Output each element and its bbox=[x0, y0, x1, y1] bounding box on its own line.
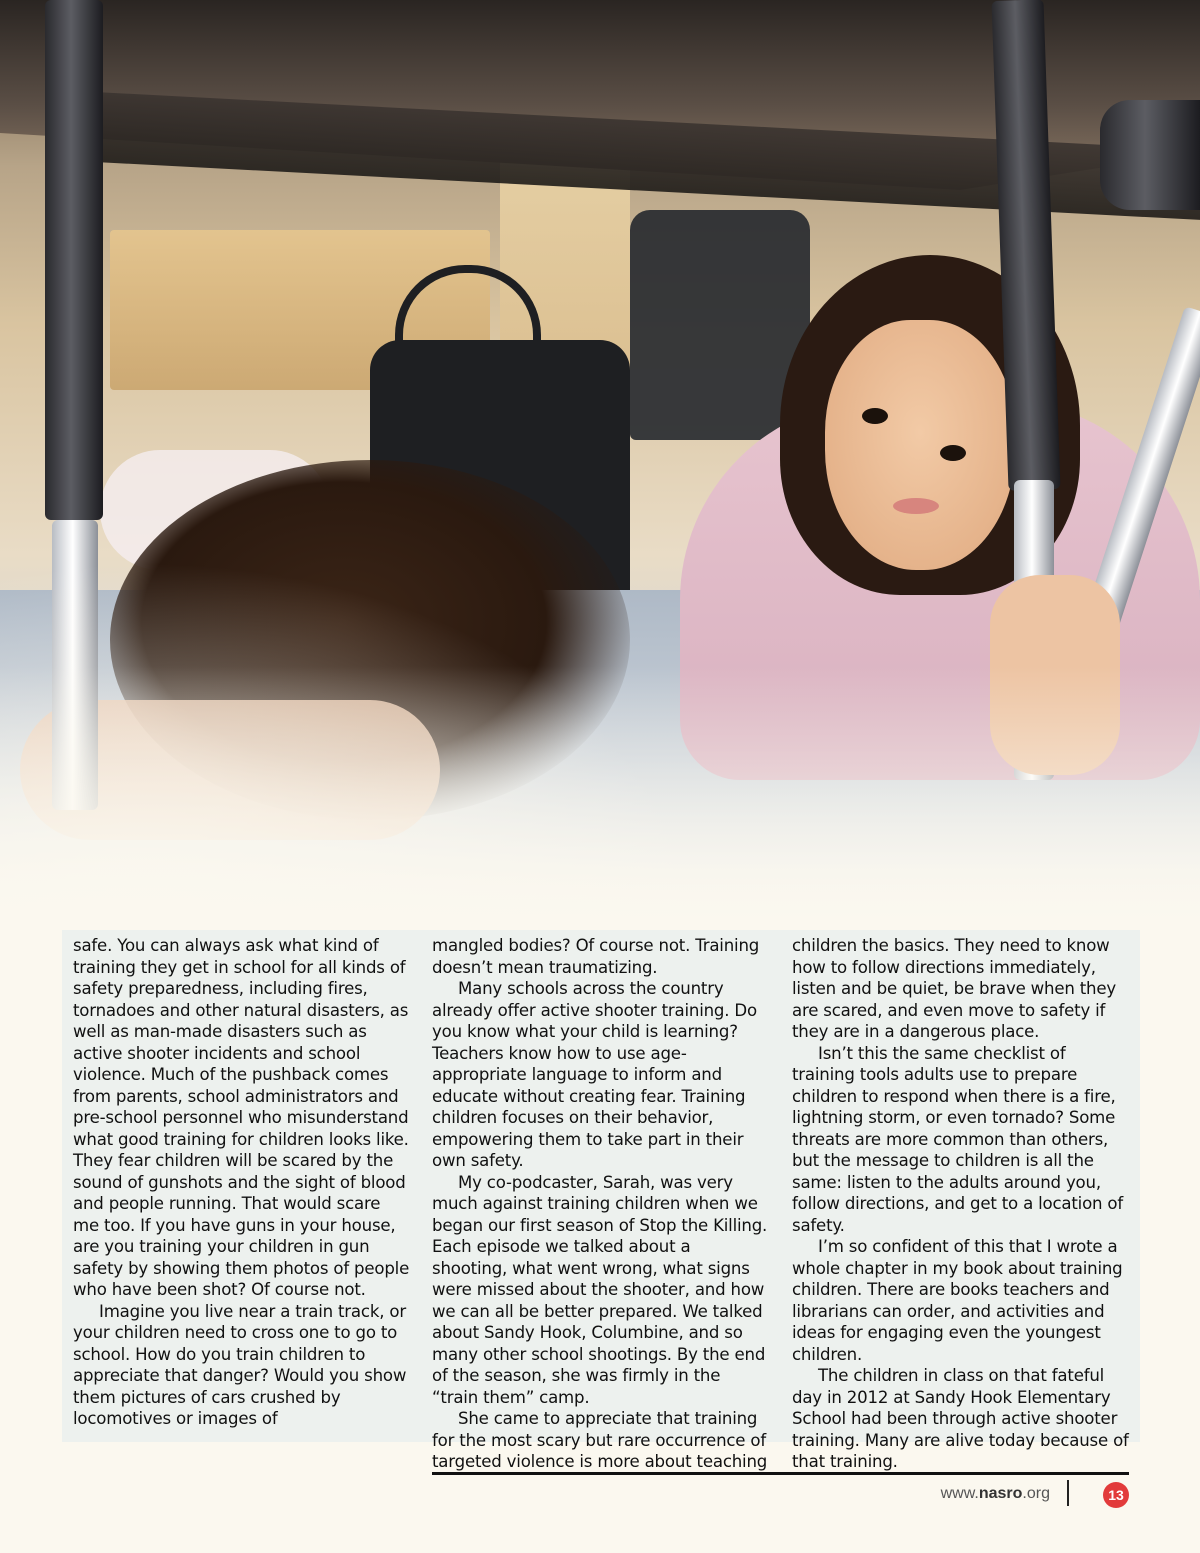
paragraph: children the basics. They need to know how to follow directions immediately, listen and be quiet, be brave when they are scared, and even move to safety if they are in a dangerous place. bbox=[792, 936, 1116, 1041]
url-prefix: www. bbox=[940, 1485, 979, 1502]
footer-url[interactable] bbox=[941, 1485, 1050, 1503]
footer-separator bbox=[1067, 1480, 1069, 1506]
article-column-1 bbox=[73, 935, 411, 1430]
paragraph: The children in class on that fateful day in 2012 at Sandy Hook Elementary School had been through active shooter training. Many are alive today because of that training. bbox=[792, 1366, 1129, 1471]
url-suffix: .org bbox=[1022, 1485, 1050, 1502]
paragraph: mangled bodies? Of course not. Training doesn’t mean traumatizing. bbox=[432, 936, 760, 977]
article-column-3 bbox=[792, 935, 1130, 1473]
paragraph: She came to appreciate that training for the most scary but rare occurrence of targeted violence is more about teaching bbox=[432, 1409, 768, 1471]
footer-rule bbox=[432, 1472, 1129, 1475]
page-number-badge: 13 bbox=[1103, 1482, 1129, 1508]
article-column-2 bbox=[432, 935, 770, 1473]
paragraph: I’m so confident of this that I wrote a whole chapter in my book about training children. There are books teachers and librarians can order, and activities and ideas for engaging even the youngest children. bbox=[792, 1237, 1123, 1364]
paragraph: Isn’t this the same checklist of training tools adults use to prepare children to respond when there is a fire, lightning storm, or even tornado? Some threats are more common than others, but the message to children is all the same: listen to the adults around you, follow directions, and get to a location of safety. bbox=[792, 1043, 1124, 1235]
paragraph: My co-podcaster, Sarah, was very much against training children when we began our first season of Stop the Killing. Each episode we talked about a shooting, what went wrong, what signs were missed about the shooter, and how we can all be better prepared. We talked about Sandy Hook, Columbine, and so many other school shootings. By the end of the season, she was firmly in the “train them” camp. bbox=[432, 1172, 768, 1407]
url-brand: nasro bbox=[978, 1485, 1023, 1502]
paragraph: Imagine you live near a train track, or your children need to cross one to go to school. How do you train children to appreciate that danger? Would you show them pictures of cars crushed by locomotives or images of bbox=[73, 1301, 407, 1428]
paragraph: safe. You can always ask what kind of training they get in school for all kinds of safety preparedness, including fires, tornadoes and other natural disasters, as well as man-made disasters such as active shooter incidents and school violence. Much of the pushback comes from parents, school administrators and pre-school personnel who misunderstand what good training for children looks like. They fear children will be scared by the sound of gunshots and the sight of blood and people running. That would scare me too. If you have guns in your house, are you training your children in gun safety by showing them photos of people who have been shot? Of course not. bbox=[73, 936, 410, 1299]
paragraph: Many schools across the country already offer active shooter training. Do you know what your child is learning? Teachers know how to use age-appropriate language to inform and educate without creating fear. Training children focuses on their behavior, empowering them to take part in their own safety. bbox=[432, 979, 757, 1170]
